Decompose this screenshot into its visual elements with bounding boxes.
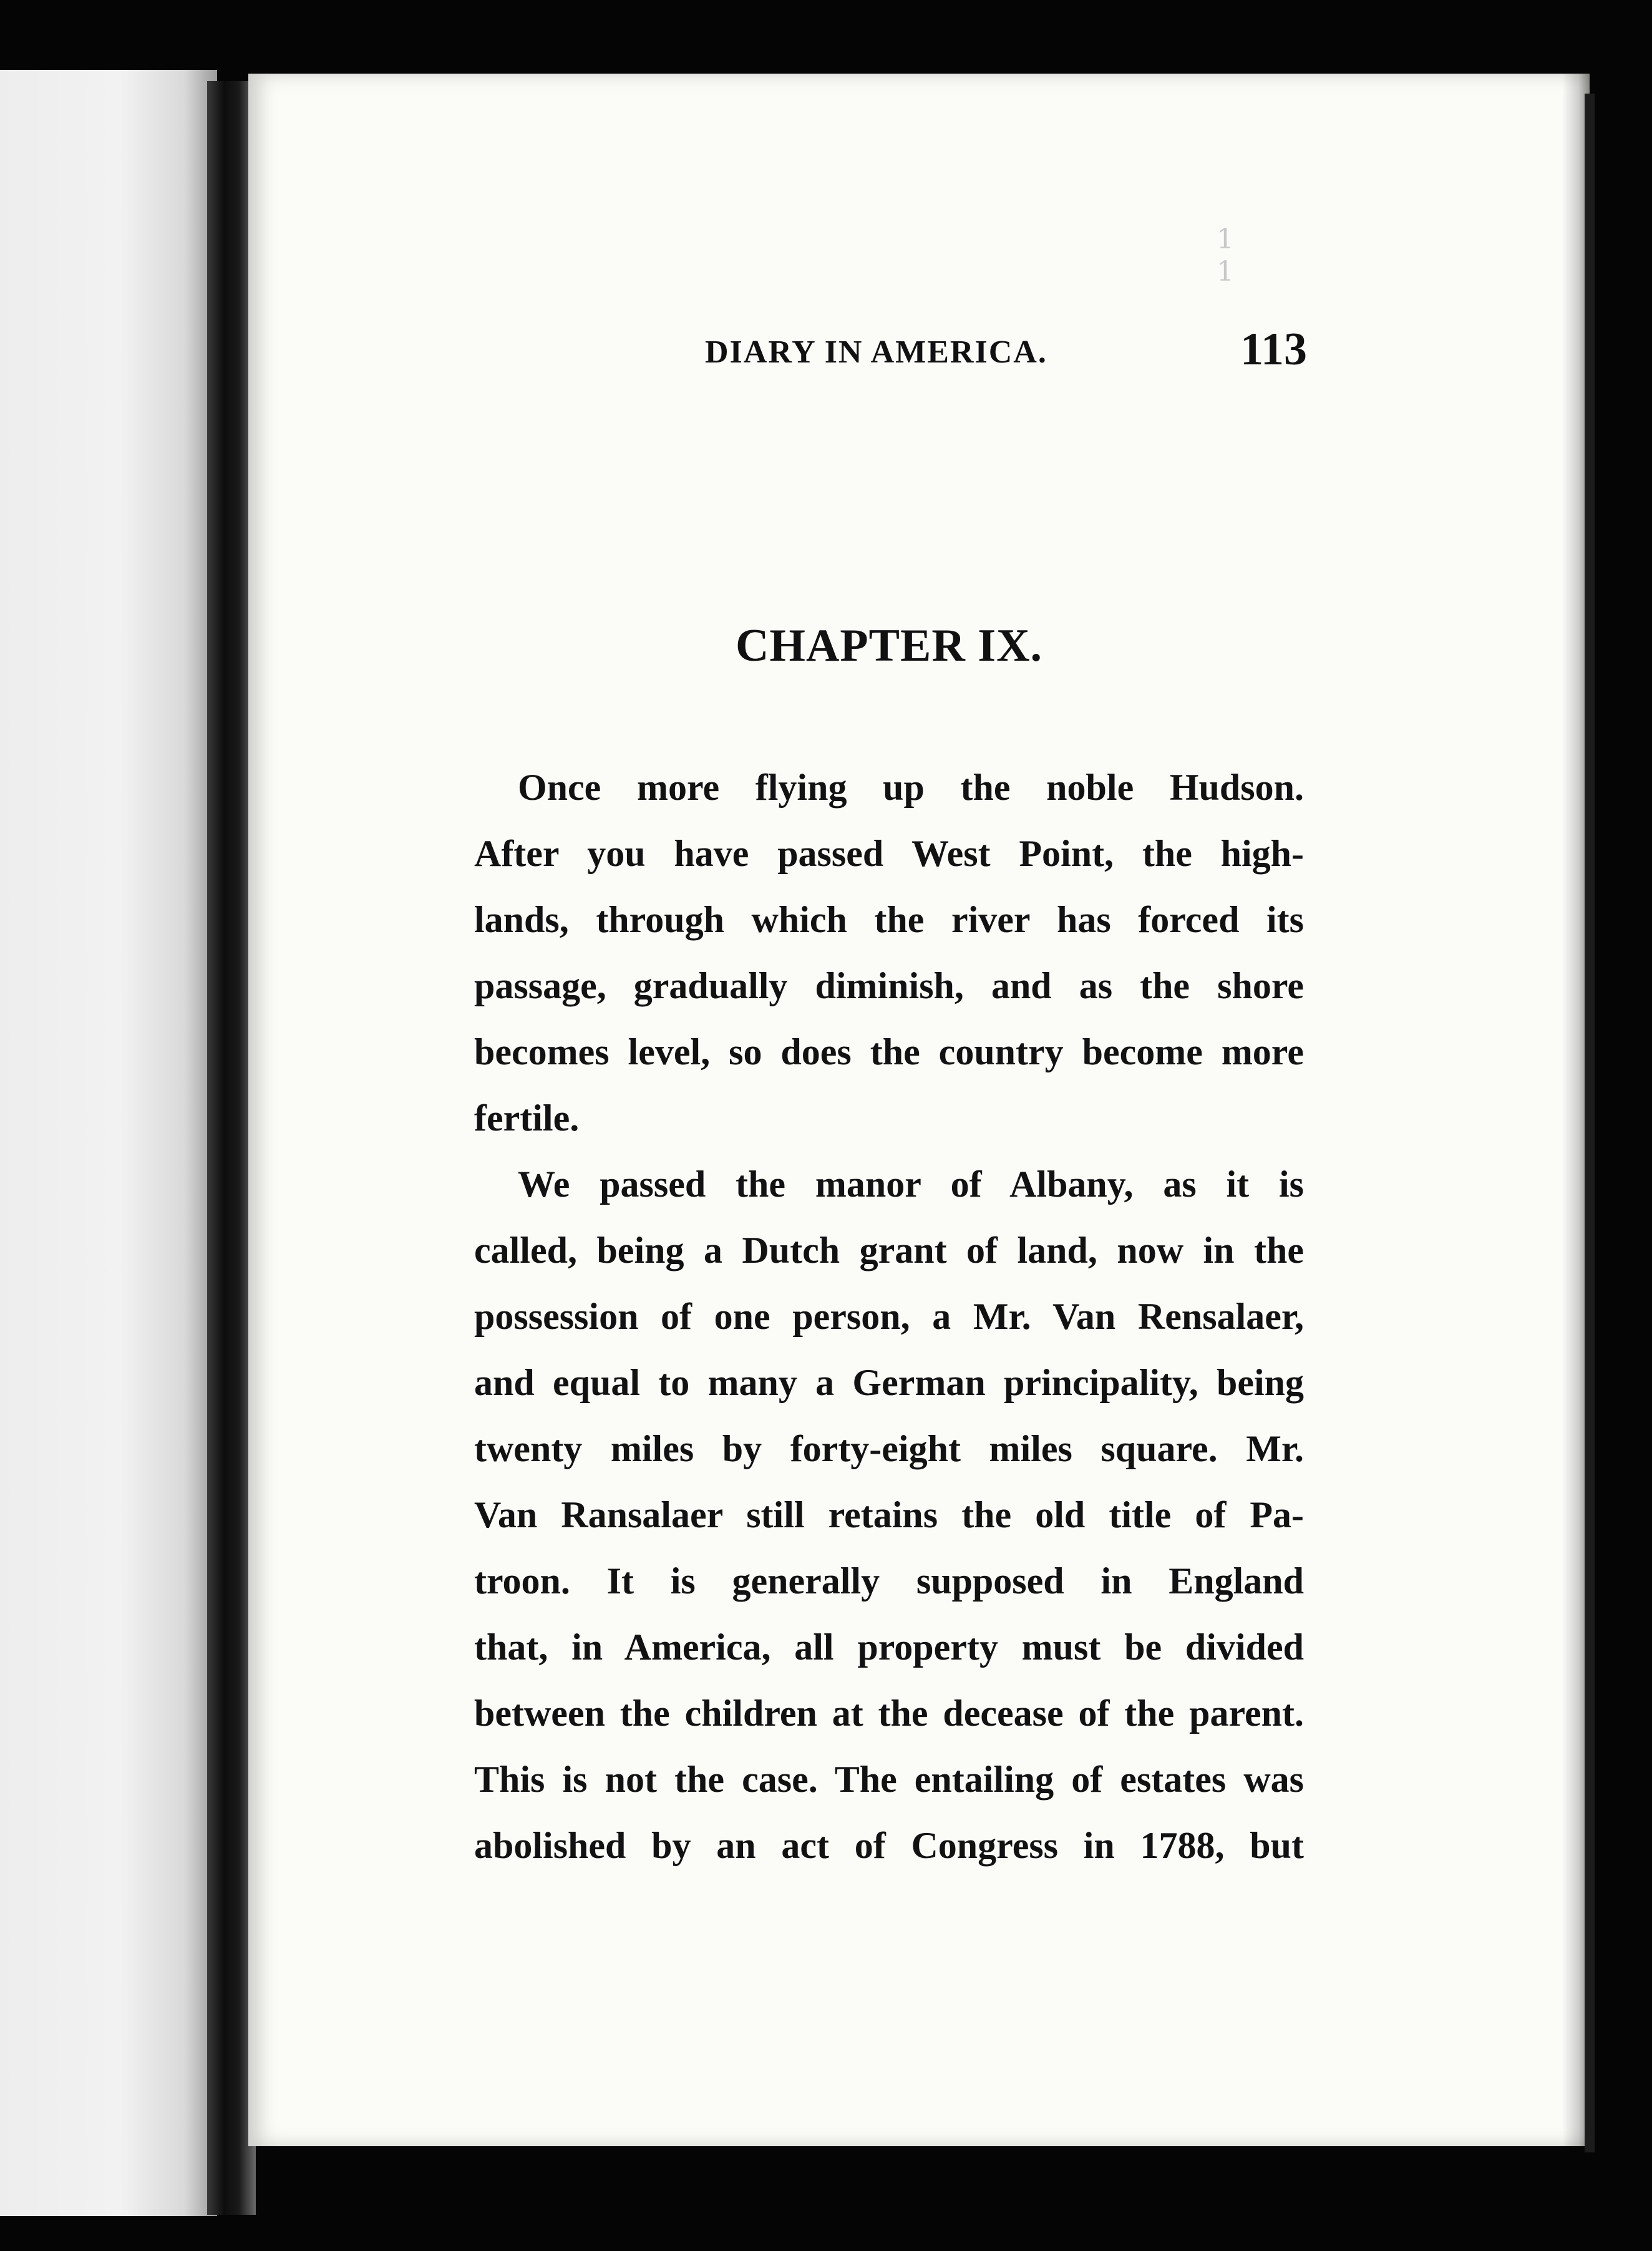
paragraph-1-line-5: becomes level, so does the country become more	[474, 1031, 1304, 1072]
page-edge	[1585, 94, 1595, 2152]
paragraph-2-line-7: troon. It is generally supposed in England	[474, 1560, 1304, 1602]
paragraph-1-line-4: passage, gradually diminish, and as the shore	[474, 965, 1304, 1006]
paragraph-2-line-2: called, being a Dutch grant of land, now in the	[474, 1230, 1304, 1271]
paragraph-1-line-6: fertile.	[474, 1097, 580, 1139]
paragraph-2-line-11: abolished by an act of Congress in 1788, but	[474, 1825, 1304, 1866]
paragraph-2-line-8: that, in America, all property must be divided	[474, 1626, 1304, 1668]
page-number: 113	[1240, 324, 1307, 375]
paragraph-2-line-4: and equal to many a German principality, being	[474, 1362, 1304, 1403]
chapter-heading: CHAPTER IX.	[735, 620, 1043, 671]
paragraph-2-line-9: between the children at the decease of the parent.	[474, 1693, 1304, 1734]
paragraph-2-line-6: Van Ransalaer still retains the old title of Pa-	[474, 1494, 1304, 1535]
paragraph-1-line-3: lands, through which the river has forced its	[474, 899, 1304, 940]
running-head: DIARY IN AMERICA.	[705, 334, 1047, 370]
paragraph-2-line-5: twenty miles by forty-eight miles square. Mr.	[474, 1428, 1304, 1469]
stray-ink-mark: 1 1	[1217, 223, 1238, 288]
paragraph-1-line-2: After you have passed West Point, the high-	[474, 833, 1304, 874]
paragraph-2-line-10: This is not the case. The entailing of estates was	[474, 1759, 1304, 1800]
paragraph-1-line-1: Once more flying up the noble Hudson.	[518, 767, 1304, 808]
paragraph-2-line-1: We passed the manor of Albany, as it is	[518, 1164, 1304, 1205]
paragraph-2-line-3: possession of one person, a Mr. Van Rensalaer,	[474, 1296, 1304, 1337]
left-page-margin	[0, 70, 217, 2216]
